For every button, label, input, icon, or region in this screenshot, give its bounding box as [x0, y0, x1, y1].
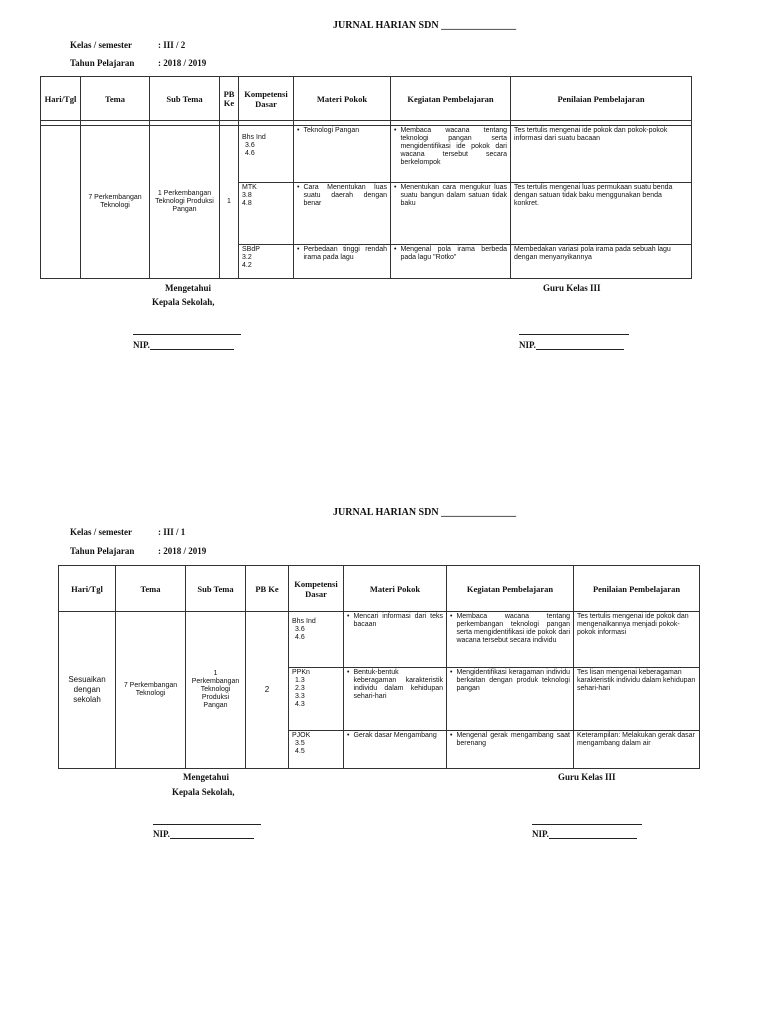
pb-cell: 1	[220, 126, 239, 279]
header-kegiatan: Kegiatan Pembelajaran	[447, 566, 574, 612]
kegiatan-text: Membaca wacana tentang teknologi pangan serta mengidentifikasi ide pokok dari wacana tersebut secara berkelompok	[400, 127, 507, 166]
kd-cell	[289, 731, 344, 769]
kd-number: 3.8	[242, 192, 252, 199]
guru-kelas-label: Guru Kelas III	[558, 772, 616, 782]
kd-number: 4.6	[245, 150, 255, 157]
subtema-cell: 1 Perkembangan Teknologi Produksi Pangan	[186, 612, 246, 769]
bullet-icon: •	[450, 732, 453, 739]
tahun-label: Tahun Pelajaran	[70, 546, 135, 556]
kd-number: 3.6	[295, 626, 305, 633]
header-kd: Kompetensi Dasar	[289, 566, 344, 612]
journal-table	[58, 565, 700, 769]
hari-cell	[41, 126, 81, 279]
materi-cell	[294, 183, 391, 245]
materi-cell	[344, 731, 447, 769]
signature-line-right	[519, 334, 629, 335]
mengetahui-label: Mengetahui	[183, 772, 229, 782]
materi-text: Bentuk-bentuk keberagaman karakteristik individu dalam kehidupan sehari-hari	[353, 669, 443, 700]
nip-right	[519, 340, 624, 350]
signature-line-left	[133, 334, 241, 335]
header-tema: Tema	[116, 566, 186, 612]
header-tema: Tema	[81, 77, 150, 121]
kd-number: 3.5	[295, 740, 305, 747]
kelas-semester	[70, 527, 186, 537]
kd-number: 4.8	[242, 200, 252, 207]
subtema-cell: 1 Perkembangan Teknologi Produksi Pangan	[150, 126, 220, 279]
nip-label: NIP.	[532, 829, 549, 839]
nip-line	[536, 340, 624, 350]
header-pbke: PB Ke	[246, 566, 289, 612]
kelas-value: : III / 2	[158, 40, 186, 50]
kd-cell	[289, 668, 344, 731]
kegiatan-cell	[447, 612, 574, 668]
kd-number: 4.6	[295, 634, 305, 641]
materi-cell	[294, 126, 391, 183]
kd-number: 3.2	[242, 254, 252, 261]
signature-line-left	[153, 824, 261, 825]
bullet-icon: •	[297, 184, 300, 191]
penilaian-cell: Tes tertulis mengenai ide pokok dan pokok-pokok informasi dari suatu bacaan	[511, 126, 692, 183]
kd-number: 4.3	[295, 701, 305, 708]
tahun-label: Tahun Pelajaran	[70, 58, 135, 68]
kd-subject: Bhs Ind	[292, 618, 316, 625]
signature-line-right	[532, 824, 642, 825]
nip-left	[133, 340, 234, 350]
bullet-icon: •	[297, 127, 300, 134]
header-subtema: Sub Tema	[150, 77, 220, 121]
bullet-icon: •	[394, 184, 397, 191]
tahun-pelajaran	[70, 546, 207, 556]
journal-title: JURNAL HARIAN SDN _______________	[333, 20, 517, 31]
materi-cell	[344, 668, 447, 731]
kd-number: 2.3	[295, 685, 305, 692]
kd-number: 4.2	[242, 262, 252, 269]
bullet-icon: •	[394, 127, 397, 134]
kd-subject: PJOK	[292, 732, 311, 739]
materi-text: Mencari informasi dari teks bacaan	[353, 613, 443, 628]
penilaian-cell: Tes lisan mengenai keberagaman karakteristik individu dalam kehidupan sehari-hari	[574, 668, 700, 731]
kd-number: 3.3	[295, 693, 305, 700]
kepala-sekolah-label: Kepala Sekolah,	[152, 297, 215, 307]
bullet-icon: •	[297, 246, 300, 253]
header-pbke: PBKe	[220, 77, 239, 121]
kegiatan-text: Mengenal gerak mengambang saat berenang	[456, 732, 570, 747]
kegiatan-text: Menentukan cara mengukur luas suatu bangun dalam satuan tidak baku	[400, 184, 507, 207]
bullet-icon: •	[450, 669, 453, 676]
kd-subject: SBdP	[242, 246, 260, 253]
kd-number: 4.5	[295, 748, 305, 755]
tahun-value: : 2018 / 2019	[158, 58, 207, 68]
pb-cell: 2	[246, 612, 289, 769]
kegiatan-cell	[447, 731, 574, 769]
bullet-icon: •	[347, 732, 350, 739]
mengetahui-label: Mengetahui	[165, 283, 211, 293]
nip-label: NIP.	[519, 340, 536, 350]
kd-cell	[239, 126, 294, 183]
kegiatan-text: Mengidentifikasi keragaman individu berkaitan dengan produk teknologi pangan	[456, 669, 570, 692]
materi-text: Cara Menentukan luas suatu daerah dengan benar	[303, 184, 387, 207]
nip-left	[153, 829, 254, 839]
header-penilaian: Penilaian Pembelajaran	[574, 566, 700, 612]
kd-cell	[289, 612, 344, 668]
tahun-value: : 2018 / 2019	[158, 546, 207, 556]
guru-kelas-label: Guru Kelas III	[543, 283, 601, 293]
header-materi: Materi Pokok	[294, 77, 391, 121]
kegiatan-cell	[391, 183, 511, 245]
hari-cell: Sesuaikan dengan sekolah	[59, 612, 116, 769]
materi-text: Teknologi Pangan	[303, 127, 360, 134]
kd-subject: Bhs Ind	[242, 134, 266, 141]
tema-cell: 7 Perkembangan Teknologi	[116, 612, 186, 769]
kd-cell	[239, 245, 294, 279]
kelas-label: Kelas / semester	[70, 40, 132, 50]
header-hari: Hari/Tgl	[59, 566, 116, 612]
materi-text: Perbedaan tinggi rendah irama pada lagu	[303, 246, 387, 261]
materi-cell	[344, 612, 447, 668]
kepala-sekolah-label: Kepala Sekolah,	[172, 787, 235, 797]
bullet-icon: •	[394, 246, 397, 253]
nip-line	[150, 340, 234, 350]
penilaian-cell: Keterampilan: Melakukan gerak dasar mengambang dalam air	[574, 731, 700, 769]
bullet-icon: •	[347, 613, 350, 620]
nip-label: NIP.	[133, 340, 150, 350]
penilaian-cell: Tes tertulis mengenai ide pokok dan mengenalkannya menjadi pokok-pokok informasi	[574, 612, 700, 668]
materi-text: Gerak dasar Mengambang	[353, 732, 437, 739]
kegiatan-text: Membaca wacana tentang perkembangan teknologi pangan serta mengidentifikasi ide pokok dari wacana tersebut secara individu	[456, 613, 570, 644]
kelas-semester	[70, 40, 186, 50]
kegiatan-cell	[447, 668, 574, 731]
header-materi: Materi Pokok	[344, 566, 447, 612]
journal-table	[40, 76, 692, 279]
kelas-label: Kelas / semester	[70, 527, 132, 537]
header-kegiatan: Kegiatan Pembelajaran	[391, 77, 511, 121]
bullet-icon: •	[347, 669, 350, 676]
tahun-pelajaran	[70, 58, 207, 68]
header-penilaian: Penilaian Pembelajaran	[511, 77, 692, 121]
nip-right	[532, 829, 637, 839]
nip-line	[170, 829, 254, 839]
penilaian-cell: Tes tertulis mengenai luas permukaan suatu benda dengan satuan tidak baku menggunakan benda konkret.	[511, 183, 692, 245]
nip-line	[549, 829, 637, 839]
kd-subject: PPKn	[292, 669, 310, 676]
tema-cell: 7 Perkembangan Teknologi	[81, 126, 150, 279]
bullet-icon: •	[450, 613, 453, 620]
materi-cell	[294, 245, 391, 279]
kegiatan-cell	[391, 126, 511, 183]
kd-subject: MTK	[242, 184, 257, 191]
header-kd: Kompetensi Dasar	[239, 77, 294, 121]
kd-cell	[239, 183, 294, 245]
kelas-value: : III / 1	[158, 527, 186, 537]
kd-number: 1.3	[295, 677, 305, 684]
journal-title: JURNAL HARIAN SDN _______________	[333, 507, 517, 518]
penilaian-cell: Membedakan variasi pola irama pada sebuah lagu dengan menyanyikannya	[511, 245, 692, 279]
header-subtema: Sub Tema	[186, 566, 246, 612]
nip-label: NIP.	[153, 829, 170, 839]
kegiatan-cell	[391, 245, 511, 279]
kegiatan-text: Mengenal pola irama berbeda pada lagu "Rotko"	[400, 246, 507, 261]
kd-number: 3.6	[245, 142, 255, 149]
header-hari: Hari/Tgl	[41, 77, 81, 121]
